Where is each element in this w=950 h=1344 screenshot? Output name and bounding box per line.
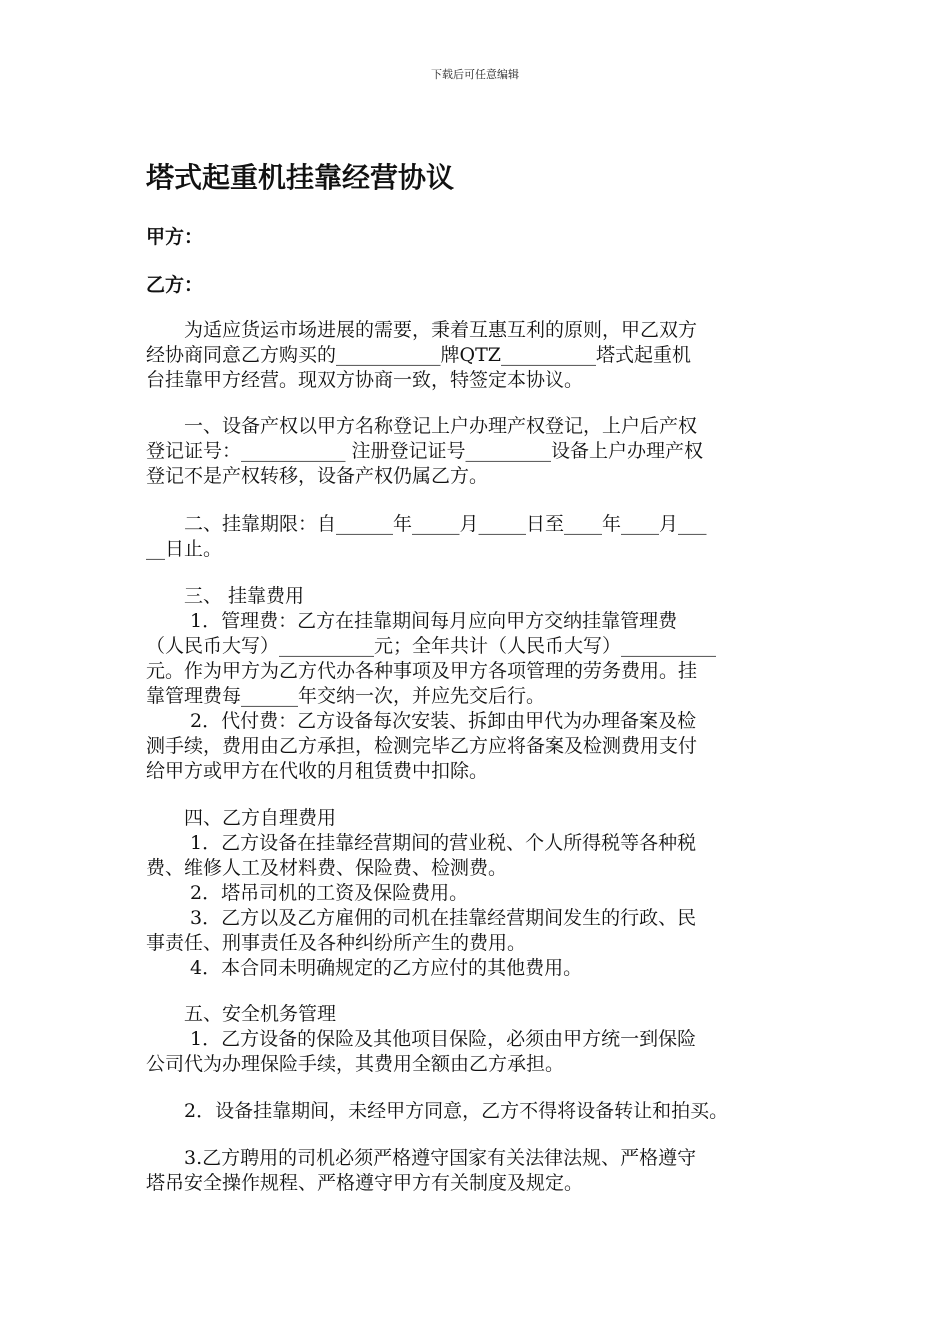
body-line: 塔吊安全操作规程、严格遵守甲方有关制度及规定。 bbox=[146, 1172, 584, 1194]
body-line: 费、维修人工及材料费、保险费、检测费。 bbox=[146, 857, 508, 879]
document-title: 塔式起重机挂靠经营协议 bbox=[146, 161, 455, 194]
body-line: 1．乙方设备在挂靠经营期间的营业税、个人所得税等各种税 bbox=[146, 832, 697, 854]
body-line: 元。作为甲方为乙方代办各种事项及甲方各项管理的劳务费用。挂 bbox=[146, 660, 698, 682]
body-line: 给甲方或甲方在代收的月租赁费中扣除。 bbox=[146, 760, 489, 782]
body-line: 经协商同意乙方购买的___________牌QTZ__________塔式起重机 bbox=[146, 344, 691, 366]
body-line: 台挂靠甲方经营。现双方协商一致，特签定本协议。 bbox=[146, 369, 584, 391]
party-a-label: 甲方： bbox=[146, 226, 204, 248]
body-line: 3．乙方以及乙方雇佣的司机在挂靠经营期间发生的行政、民 bbox=[146, 907, 697, 929]
body-line: 登记不是产权转移，设备产权仍属乙方。 bbox=[146, 465, 489, 487]
body-line: 1．乙方设备的保险及其他项目保险，必须由甲方统一到保险 bbox=[146, 1028, 697, 1050]
body-line: 二、挂靠期限：自______年_____月_____日至____年____月___ bbox=[146, 513, 707, 535]
party-b-label: 乙方： bbox=[146, 274, 204, 296]
body-line: 五、安全机务管理 bbox=[146, 1003, 337, 1025]
body-line: 为适应货运市场进展的需要，秉着互惠互利的原则，甲乙双方 bbox=[146, 319, 698, 341]
body-line: 1．管理费：乙方在挂靠期间每月应向甲方交纳挂靠管理费 bbox=[146, 610, 678, 632]
body-line: __日止。 bbox=[146, 538, 223, 560]
page-header: 下载后可任意编辑 bbox=[431, 68, 519, 81]
body-line: 三、 挂靠费用 bbox=[146, 585, 305, 607]
body-line: 测手续，费用由乙方承担，检测完毕乙方应将备案及检测费用支付 bbox=[146, 735, 698, 757]
body-line: 登记证号：___________ 注册登记证号_________设备上户办理产权 bbox=[146, 440, 704, 462]
body-line: 2．代付费：乙方设备每次安装、拆卸由甲代为办理备案及检 bbox=[146, 710, 697, 732]
body-line: 靠管理费每______年交纳一次，并应先交后行。 bbox=[146, 685, 546, 707]
body-line: 事责任、刑事责任及各种纠纷所产生的费用。 bbox=[146, 932, 527, 954]
body-line: 公司代为办理保险手续，其费用全额由乙方承担。 bbox=[146, 1053, 565, 1075]
body-line: 3.乙方聘用的司机必须严格遵守国家有关法律法规、严格遵守 bbox=[146, 1147, 697, 1169]
body-line: 2．设备挂靠期间，未经甲方同意，乙方不得将设备转让和拍买。 bbox=[146, 1100, 729, 1122]
body-line: 一、设备产权以甲方名称登记上户办理产权登记，上户后产权 bbox=[146, 415, 698, 437]
body-line: 2．塔吊司机的工资及保险费用。 bbox=[146, 882, 469, 904]
body-line: （人民币大写）__________元；全年共计（人民币大写）__________ bbox=[146, 635, 717, 657]
body-line: 四、乙方自理费用 bbox=[146, 807, 337, 829]
body-line: 4．本合同未明确规定的乙方应付的其他费用。 bbox=[146, 957, 583, 979]
